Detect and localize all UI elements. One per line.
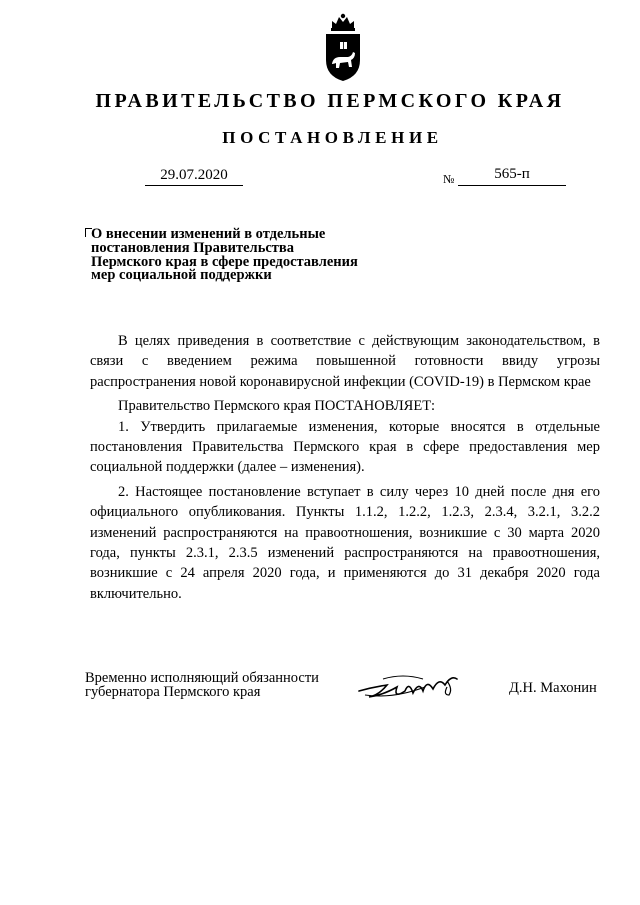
signature-icon <box>353 665 463 705</box>
position-line: Временно исполняющий обязанности <box>85 670 319 686</box>
clause-paragraph: 1. Утвердить прилагаемые изменения, которые вносятся в отдельные постановления Правительства Пермского края в сфере предоставления мер социальной поддержки (далее – изменения). <box>90 418 600 476</box>
document-subject <box>91 228 391 283</box>
signatory-name: Д.Н. Махонин <box>509 680 597 696</box>
government-title: ПРАВИТЕЛЬСТВО ПЕРМСКОГО КРАЯ <box>95 90 565 112</box>
number-sign: № <box>443 172 455 186</box>
subject-line: Пермского края в сфере предоставления <box>91 253 358 270</box>
subject-line: мер социальной поддержки <box>91 267 272 284</box>
coat-of-arms-icon <box>323 12 363 82</box>
clause-paragraph: 2. Настоящее постановление вступает в силу через 10 дней после дня его официального опубликования. Пункты 1.1.2, 1.2.2, 1.2.3, 2.3.4, 3.2.1, 3.2.2 изменений распространяются на правоотношения, возникшие с 30 марта 2020 года, пункты 2.3.1, 2.3.5 изменений распространяются на правоотношения, возникшие с 24 апреля 2020 года, и применяются до 31 декабря 2020 года включительно. <box>90 483 600 602</box>
signatory-position <box>85 671 319 699</box>
resolution-statement: Правительство Пермского края ПОСТАНОВЛЯЕТ: <box>118 398 436 415</box>
document-body <box>90 331 600 604</box>
subject-line: О внесении изменений в отдельные <box>91 226 326 242</box>
document-number: 565-п <box>458 166 566 186</box>
preamble-paragraph: В целях приведения в соответствие с действующим законодательством, в связи с введением режима повышенной готовности ввиду угрозы распространения новой коронавирусной инфекции (COVID-19) в Пермском крае <box>90 333 600 390</box>
document-type: ПОСТАНОВЛЕНИЕ <box>222 128 443 147</box>
subject-line: постановления Правительства <box>91 239 294 256</box>
position-line: губернатора Пермского края <box>85 684 261 700</box>
document-date: 29.07.2020 <box>145 167 243 186</box>
